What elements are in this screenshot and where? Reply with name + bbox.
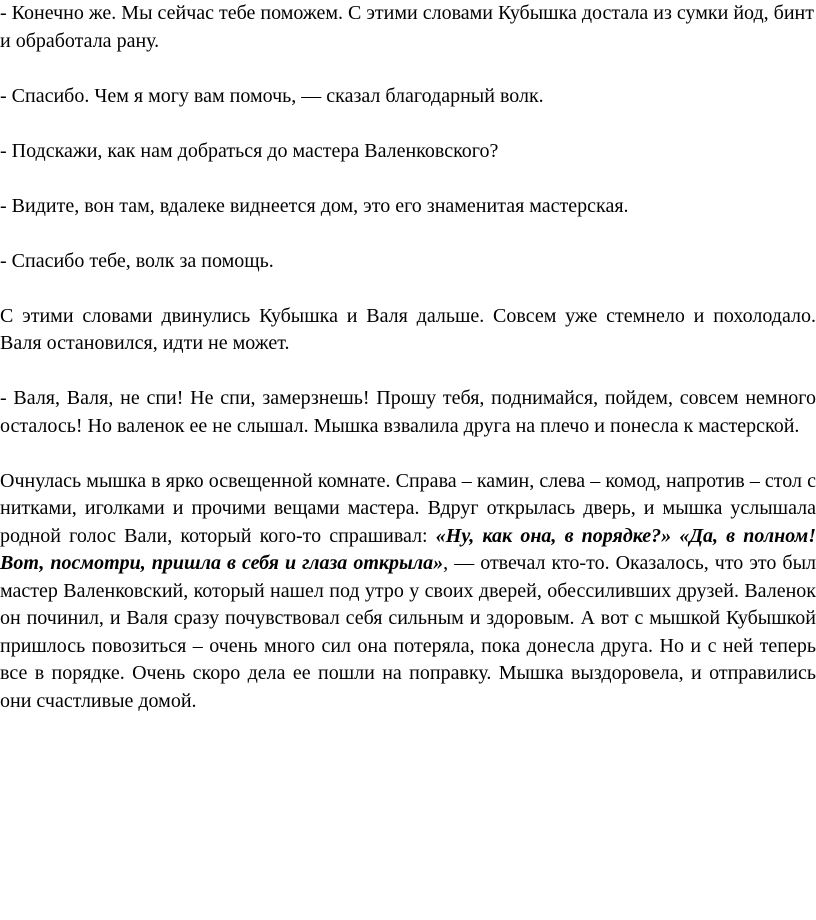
paragraph-gap xyxy=(0,358,816,386)
paragraph-4: - Видите, вон там, вдалеке виднеется дом, это его знаменитая мастерская. xyxy=(0,194,629,217)
paragraph-5: - Спасибо тебе, волк за помощь. xyxy=(0,249,274,272)
paragraph-gap xyxy=(0,220,816,248)
paragraph-8-start: Очнулась мышка в ярко освещенной комнате. Справа – камин, слева – комод, напротив – стол с нитками, иголками и прочими вещами мастера. Вдруг открылась дверь, и мышка услышала родной голос Вали, который кого-то спрашивал: xyxy=(0,469,816,547)
paragraph-gap xyxy=(0,165,816,193)
dialogue-quote: «Ну, как она, в порядке?» «Да, в полном! Вот, посмотри, пришла в себя и глаза открыла» xyxy=(0,524,816,574)
paragraph-gap xyxy=(0,440,816,468)
paragraph-6: С этими словами двинулись Кубышка и Валя дальше. Совсем уже стемнело и похолодало. Валя остановился, идти не может. xyxy=(0,304,816,354)
paragraph-3: - Подскажи, как нам добраться до мастера Валенковского? xyxy=(0,139,499,162)
paragraph-gap xyxy=(0,55,816,83)
paragraph-gap xyxy=(0,275,816,303)
paragraph-2: - Спасибо. Чем я могу вам помочь, — сказал благодарный волк. xyxy=(0,84,544,107)
paragraph-7: - Валя, Валя, не спи! Не спи, замерзнешь! Прошу тебя, поднимайся, пойдем, совсем немного осталось! Но валенок ее не слышал. Мышка взвалила друга на плечо и понесла к мастерской. xyxy=(0,387,816,437)
paragraph-gap xyxy=(0,110,816,138)
paragraph-8 xyxy=(0,468,816,716)
paragraph-1: - Конечно же. Мы сейчас тебе поможем. С этими словами Кубышка достала из сумки йод, бинт и обработала рану. xyxy=(0,2,814,52)
paragraph-8-end: , — отвечал кто-то. Оказалось, что это был мастер Валенковский, который нашел под утро у своих дверей, обессиливших друзей. Валенок он починил, и Валя сразу почувствовал себя сильным и здоровым. А вот с мышкой Кубышкой пришлось повозиться – очень много сил она потеряла, пока донесла друга. Но и с ней теперь все в порядке. Очень скоро дела ее пошли на поправку. Мышка выздоровела, и отправились они счастливые домой. xyxy=(0,552,816,712)
